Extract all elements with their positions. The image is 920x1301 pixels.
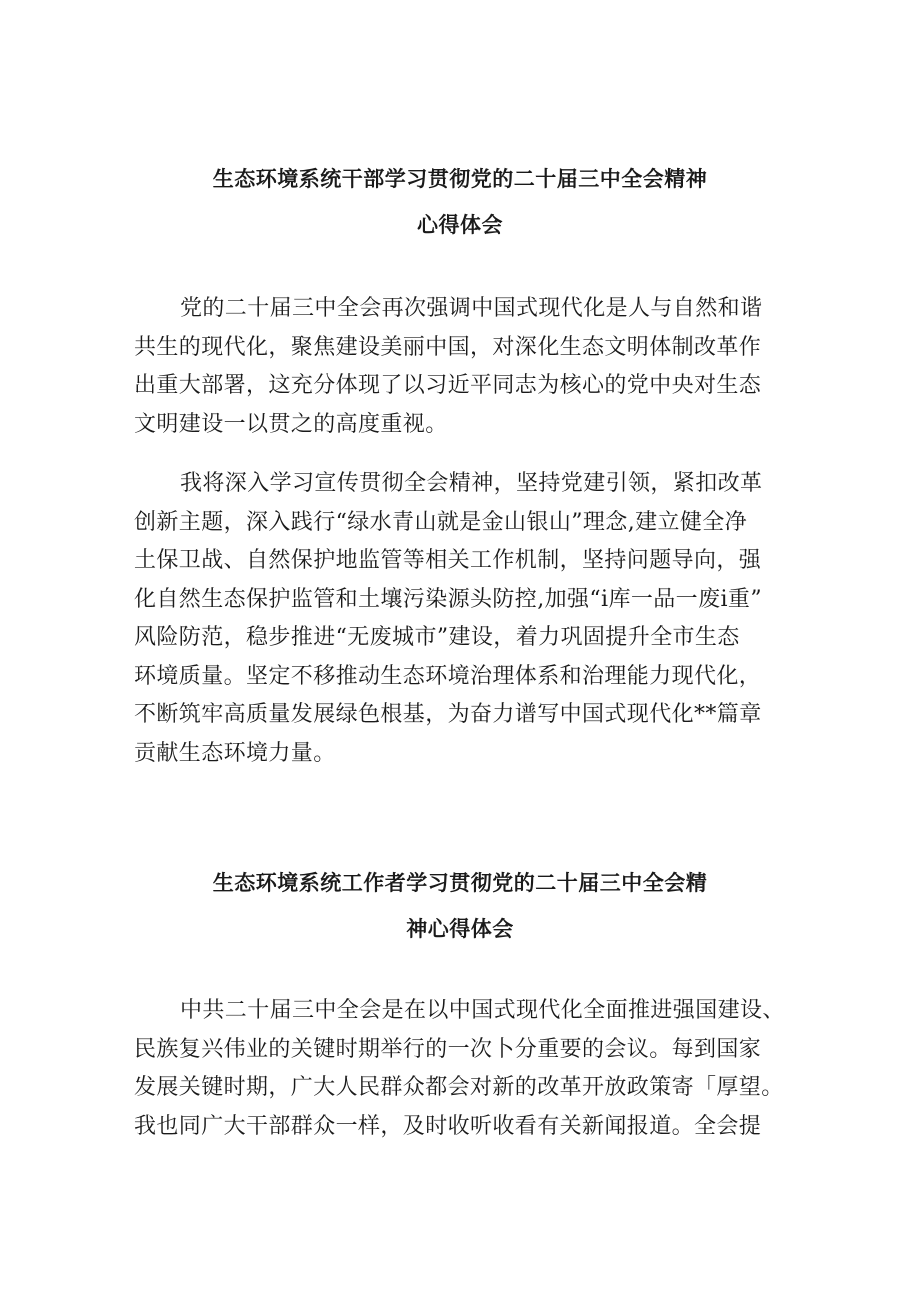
text-line: 发展关键时期，广大人民群众都会对新的改革开放政策寄「厚望。	[134, 1075, 784, 1100]
text-line: 共生的现代化，聚焦建设美丽中国，对深化生态文明体制改革作	[134, 334, 762, 360]
text-line: 文明建设一以贯之的高度重视。	[134, 411, 448, 437]
section-1-title-line-1: 生态环境系统干部学习贯彻党的二十届三中全会精神	[212, 167, 708, 191]
section-2-title-line-2: 神心得体会	[406, 917, 514, 941]
text-line: 风险防范，稳步推进“无废城市”建设，着力巩固提升全市生态	[134, 625, 740, 650]
text-line: 中共二十届三中全会是在以中国式现代化全面推进强国建设、	[180, 998, 785, 1023]
section-1-paragraph-1	[134, 290, 802, 444]
text-line: 不断筑牢高质量发展绿色根基，为奋力谱写中国式现代化**篇章	[134, 702, 762, 727]
section-2-title	[120, 860, 800, 952]
text-line: 我将深入学习宣传贯彻全会精神，坚持党建引领，紧扣改革	[180, 471, 763, 496]
text-line: 土保卫战、自然保护地监管等相关工作机制，坚持问题导向，强	[134, 548, 762, 573]
section-2-title-line-1: 生态环境系统工作者学习贯彻党的二十届三中全会精	[212, 871, 708, 895]
section-1-title-line-2: 心得体会	[417, 213, 503, 237]
text-line: 我也同广大干部群众一样，及时收听收看有关新闻报道。全会提	[134, 1113, 762, 1139]
text-line: 创新主题，深入践行“绿水青山就是金山银山”理念,建立健全净	[134, 509, 748, 535]
section-2-paragraph-1	[134, 992, 802, 1146]
text-line: 环境质量。坚定不移推动生态环境治理体系和治理能力现代化，	[134, 663, 762, 689]
text-line: 民族复兴伟业的关键时期举行的一次卜分重要的会议。每到国家	[134, 1036, 762, 1062]
text-line: 贡献生态环境力量。	[134, 740, 336, 766]
text-line: 党的二十届三中全会再次强调中国式现代化是人与自然和谐	[180, 296, 763, 321]
text-line: 出重大部署，这充分体现了以习近平同志为核心的党中央对生态	[134, 373, 762, 398]
section-1-title	[120, 156, 800, 248]
section-1-paragraph-2	[134, 465, 802, 773]
text-line: 化自然生态保护监管和土壤污染源头防控,加强“i库一品一废i重”	[134, 586, 762, 612]
